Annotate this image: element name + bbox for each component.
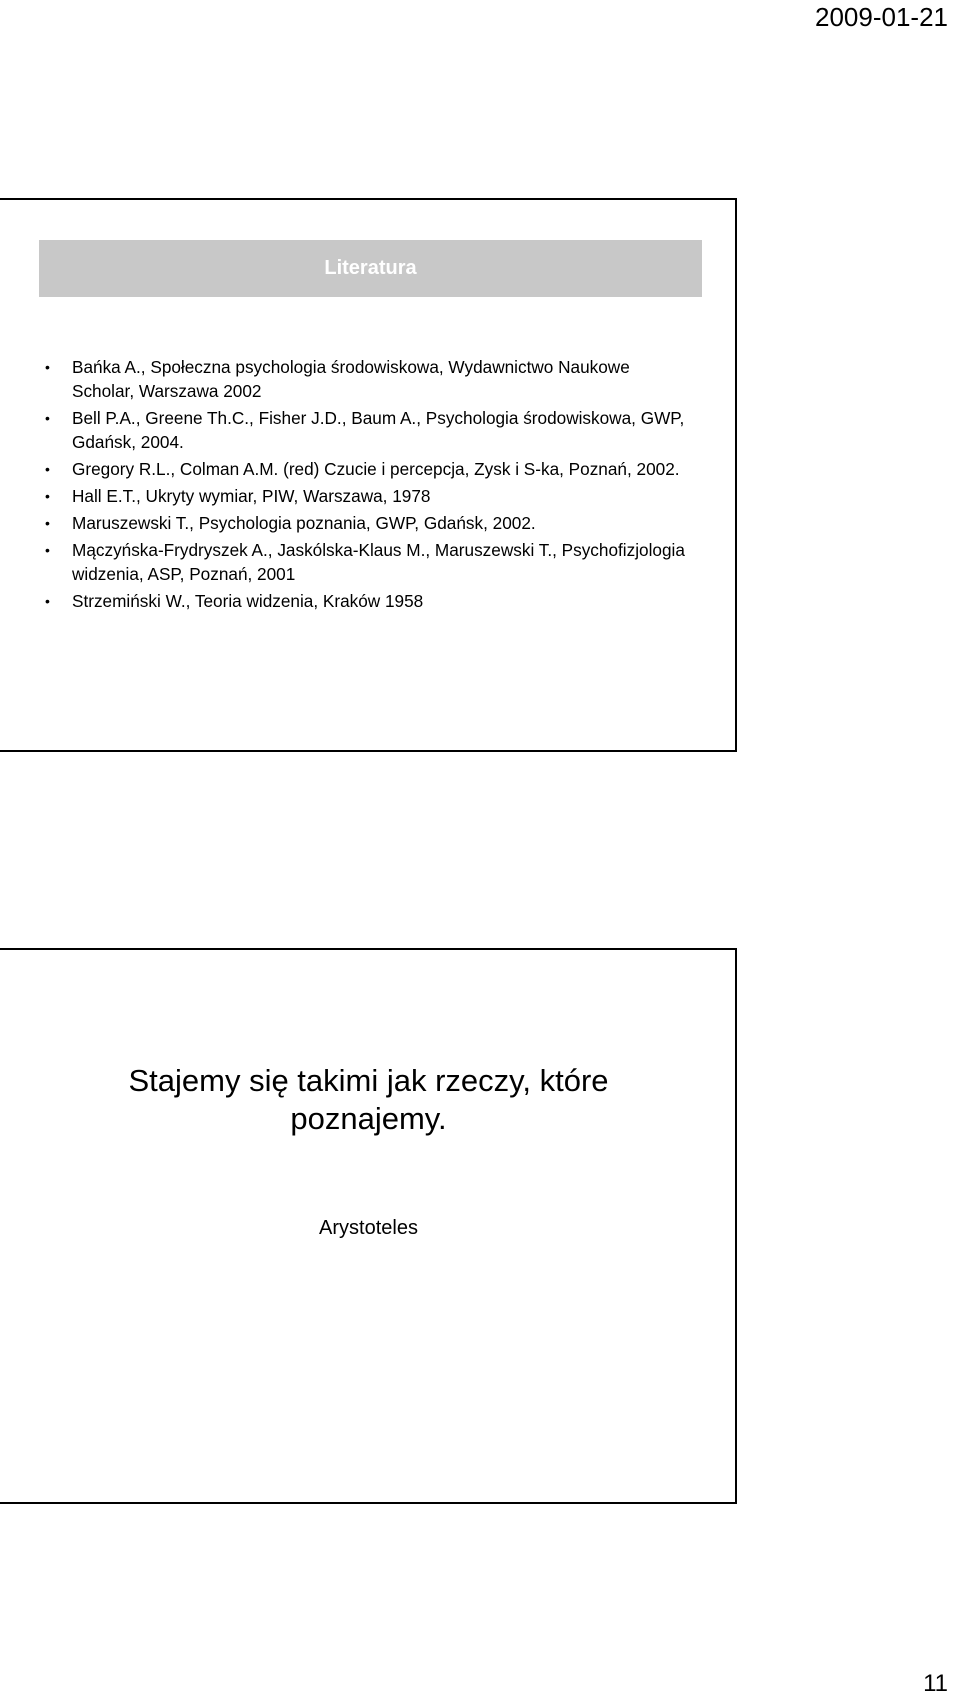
quote-text [0,1062,737,1138]
reference-text: Gregory R.L., Colman A.M. (red) Czucie i percepcja, Zysk i S-ka, Poznań, 2002. [72,459,680,479]
bullet-icon: • [45,461,50,477]
reference-text: Hall E.T., Ukryty wymiar, PIW, Warszawa, 1978 [72,486,431,506]
quote-author: Arystoteles [319,1217,418,1239]
reference-text: Maruszewski T., Psychologia poznania, GWP, Gdańsk, 2002. [72,513,536,533]
slide-title: Literatura [39,240,702,297]
bullet-icon: • [45,410,50,426]
page-number: 11 [923,1670,948,1697]
print-date: 2009-01-21 [815,2,948,32]
bullet-icon: • [45,593,50,609]
reference-text: Bańka A., Społeczna psychologia środowiskowa, Wydawnictwo Naukowe Scholar, Warszawa 2002 [72,357,630,401]
quote-line: poznajemy. [290,1101,447,1136]
bullet-icon: • [45,488,50,504]
slide-quote [0,948,737,1504]
reference-list [44,355,694,616]
quote-line: Stajemy się takimi jak rzeczy, które [128,1063,609,1098]
reference-item [44,484,694,508]
reference-item [44,589,694,613]
reference-item [44,355,694,403]
reference-item [44,538,694,586]
reference-item [44,406,694,454]
bullet-icon: • [45,542,50,558]
slide-literatura [0,198,737,752]
reference-item [44,511,694,535]
reference-text: Strzemiński W., Teoria widzenia, Kraków 1958 [72,591,424,611]
bullet-icon: • [45,515,50,531]
reference-item [44,457,694,481]
bullet-icon: • [45,359,50,375]
reference-text: Mączyńska-Frydryszek A., Jaskólska-Klaus M., Maruszewski T., Psychofizjologia widzenia, ASP, Poznań, 2001 [72,540,685,584]
reference-text: Bell P.A., Greene Th.C., Fisher J.D., Baum A., Psychologia środowiskowa, GWP, Gdańsk, 2004. [72,408,685,452]
